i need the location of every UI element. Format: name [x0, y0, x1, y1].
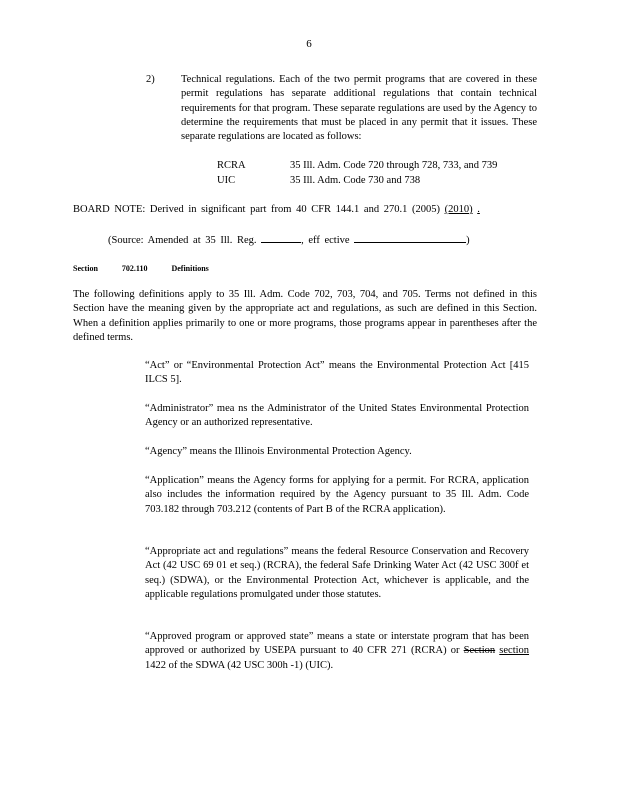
regulation-program: UIC [217, 175, 236, 186]
section-label: Section [73, 264, 98, 273]
definition-approved-program [145, 630, 529, 673]
section-title: Definitions [171, 264, 209, 273]
definition-act: “Act” or “Environmental Protection Act” means the Environmental Protection Act [415 ILCS 5]. [145, 360, 529, 386]
board-note-insert: (2010) [444, 204, 473, 215]
reg-blank [261, 232, 301, 243]
board-note [73, 203, 480, 217]
approved-program-rest: 1422 of the SDWA (42 USC 300h -1) (UIC). [145, 659, 334, 671]
board-note-text: BOARD NOTE: Derived in significant part from 40 CFR 144.1 and 270.1 (2005) [73, 204, 440, 215]
source-note [108, 232, 470, 248]
section-heading [73, 262, 231, 276]
source-middle: , eff ective [301, 235, 350, 246]
regulation-program: RCRA [217, 160, 246, 171]
item-text: Technical regulations. Each of the two permit programs that are covered in these permit regulations has separate additional regulations that contain technical requirements for that program. These separate regulations are used by the Agency to determine the requirements that must be placed in any permit that it issues. These separate regulations are located as follows: [181, 74, 537, 143]
source-prefix: (Source: Amended at 35 Ill. Reg. [108, 235, 257, 246]
section-number: 702.110 [121, 264, 148, 273]
page-number: 6 [306, 38, 312, 50]
regulation-row-rcra [217, 159, 497, 173]
source-suffix: ) [466, 235, 470, 246]
definition-appropriate-act: “Appropriate act and regulations” means the federal Resource Conservation and Recovery Act (42 USC 69 01 et seq.) (RCRA), the federal Safe Drinking Water Act (42 USC 300f et seq.) (SDWA), or the Environmental Protection Act, whichever is applicable, and the applicable regulations promulgated under those statutes. [145, 546, 529, 600]
regulation-row-uic [217, 174, 420, 188]
deleted-text: Section [463, 645, 496, 657]
regulation-citation: 35 Ill. Adm. Code 720 through 728, 733, and 739 [290, 160, 498, 171]
inserted-text: section [499, 645, 530, 657]
definition-administrator: “Administrator” mea ns the Administrator of the United States Environmental Protection Agency or an authorized representative. [145, 403, 529, 429]
definition-application: “Application” means the Agency forms for applying for a permit. For RCRA, application also includes the information required by the Agency pursuant to 35 Ill. Adm. Code 703.182 through 703.212 (contents of Part B of the RCRA application). [145, 475, 529, 515]
approved-program-text: “Approved program or approved state” means a state or interstate program that has been approved or authorized by USEPA pursuant to 40 CFR 271 (RCRA) or [145, 631, 529, 657]
board-note-end: . [477, 204, 480, 215]
definitions-intro: The following definitions apply to 35 Ill. Adm. Code 702, 703, 704, and 705. Terms not defined in this Section have the meaning given by the appropriate act and regulations, as such are defined in this Section. When a definition applies primarily to one or more programs, those programs appear in parentheses after the defined terms. [73, 289, 537, 343]
definition-agency: “Agency” means the Illinois Environmental Protection Agency. [145, 446, 412, 457]
item-number: 2) [146, 74, 155, 85]
date-blank [354, 232, 466, 243]
regulation-citation: 35 Ill. Adm. Code 730 and 738 [290, 175, 421, 186]
